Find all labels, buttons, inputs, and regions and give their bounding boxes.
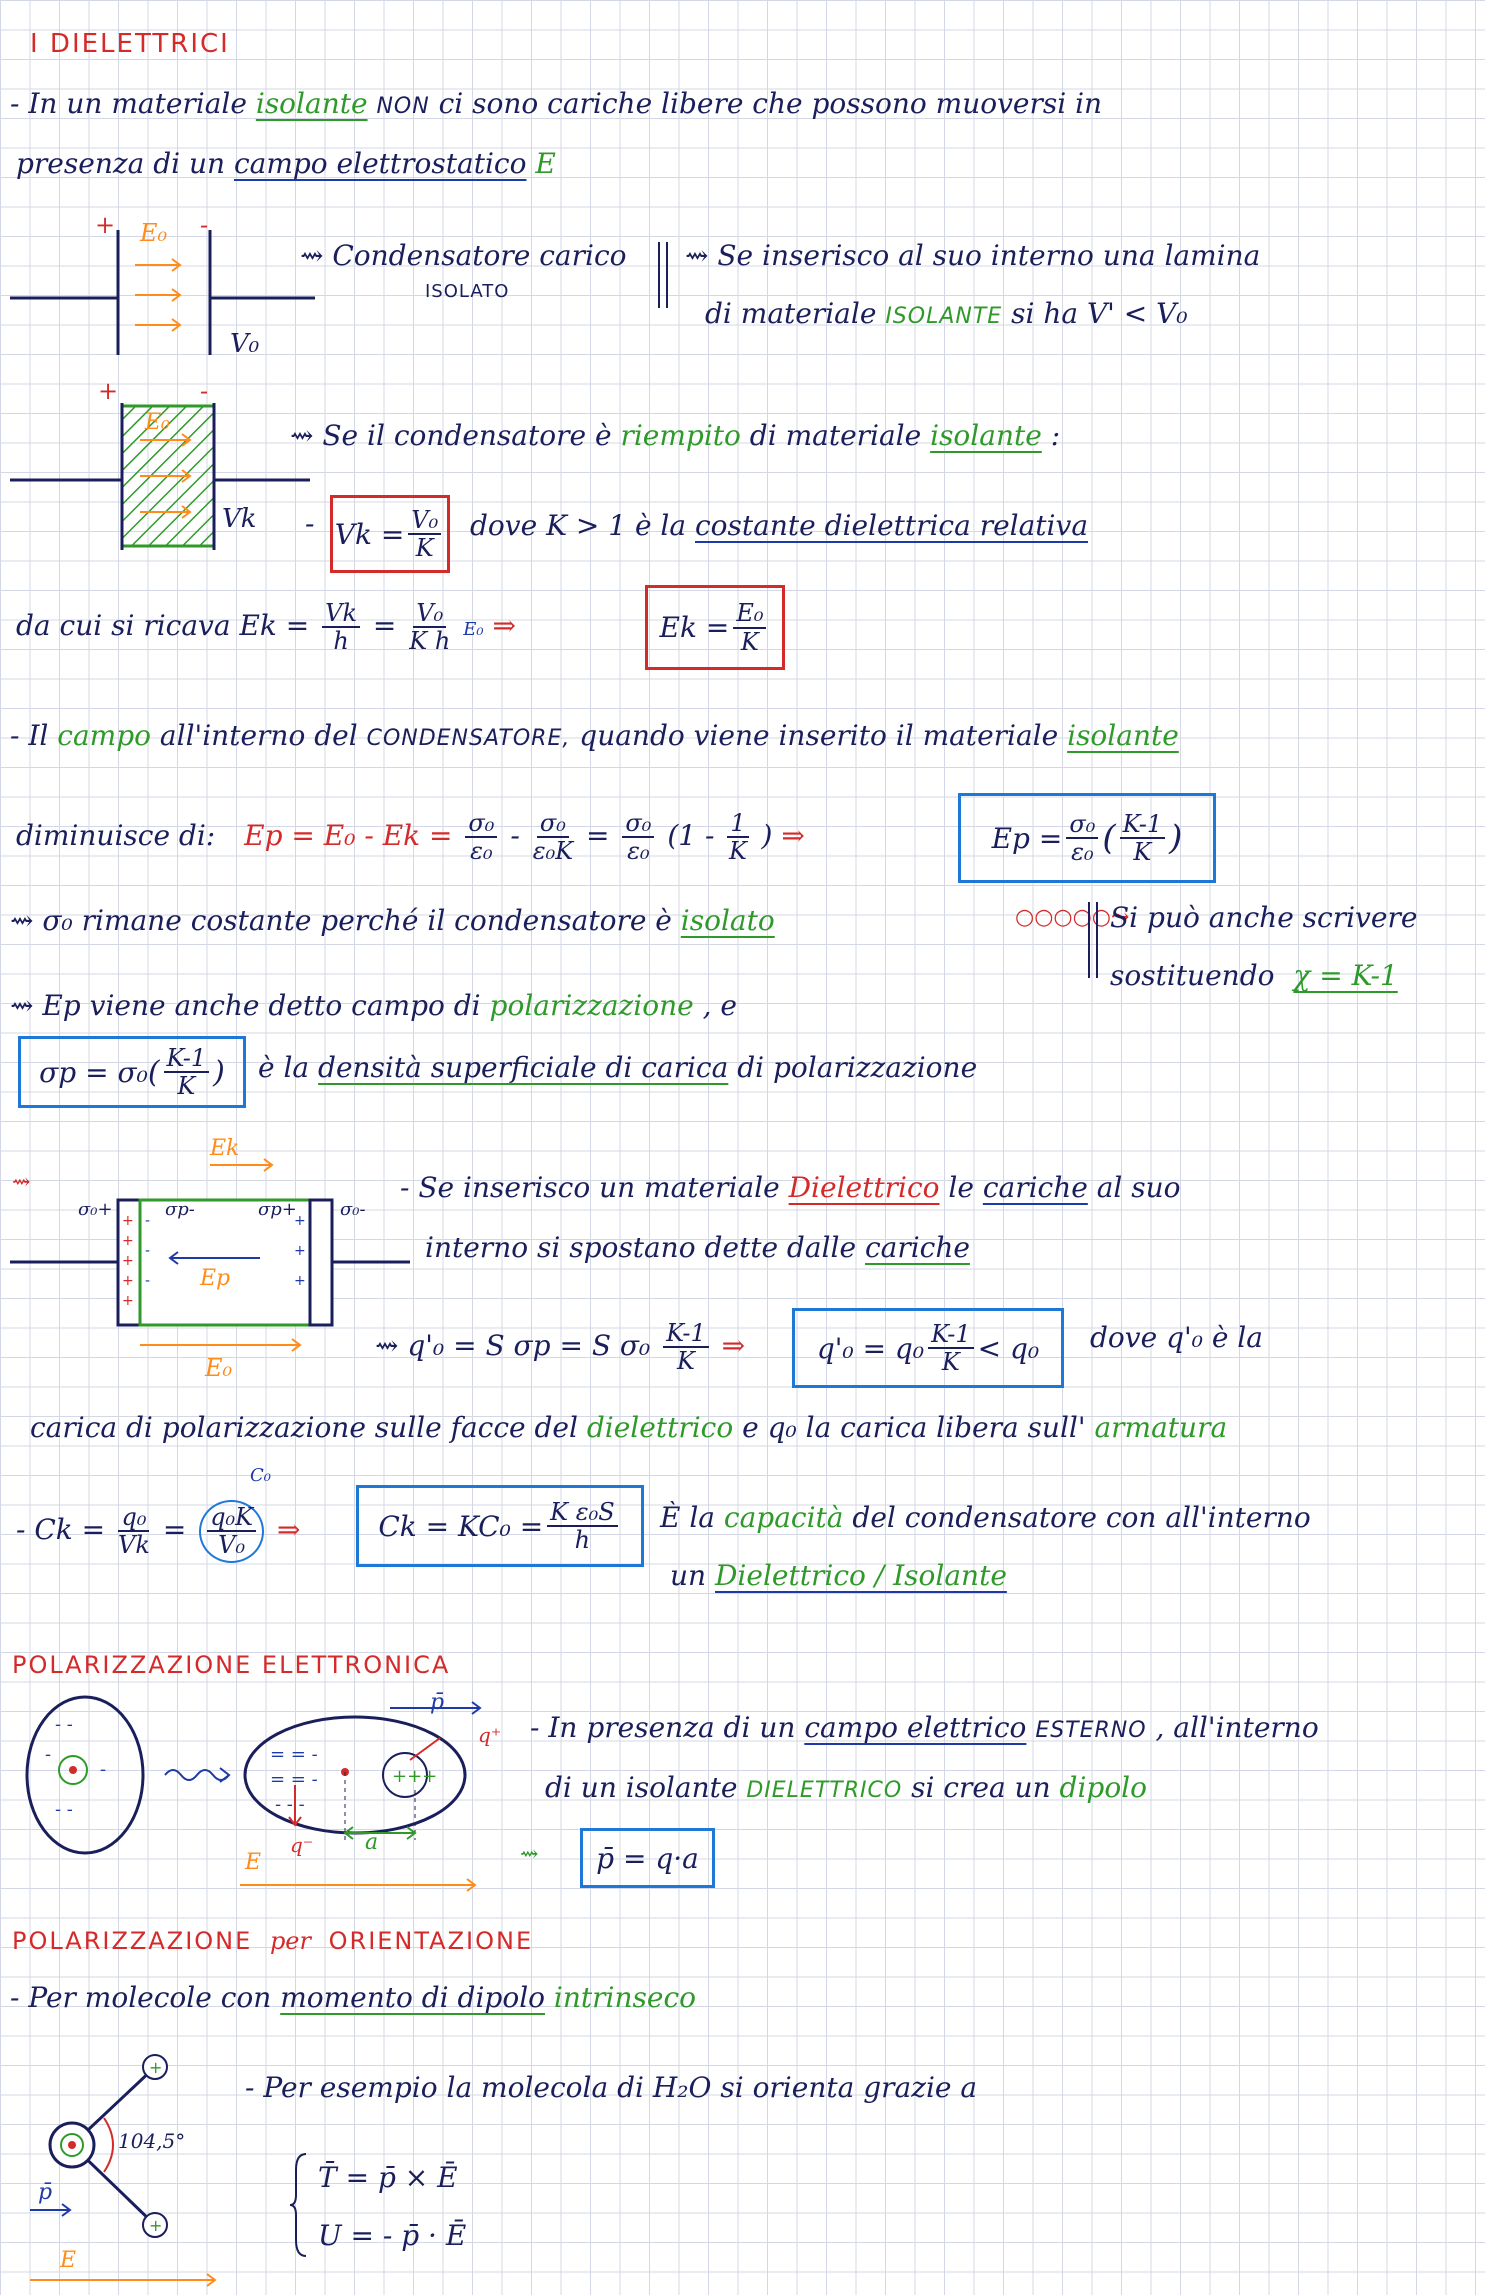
svg-text:-: - xyxy=(45,1744,52,1765)
svg-text:+: + xyxy=(122,1253,134,1269)
voltage-label-v0: V₀ xyxy=(230,329,260,359)
orientation-polarization-heading: POLARIZZAZIONE per ORIENTAZIONE xyxy=(12,1927,534,1955)
brace-icon xyxy=(290,2150,310,2260)
sigmap-plus-label: σp+ xyxy=(258,1199,297,1220)
intro-line-2: presenza di un campo elettrostatico E xyxy=(16,147,556,180)
dash-mark: - xyxy=(305,507,315,540)
energy-equation: U = - p̄ · Ē xyxy=(318,2219,467,2252)
arrow-icon: ⇝ xyxy=(12,1170,31,1195)
plus-sign: + xyxy=(95,211,116,239)
external-field-label: E xyxy=(245,1850,262,1875)
capacity-note-line-2: un Dielettrico / Isolante xyxy=(670,1559,1007,1592)
electronic-note-line-2: di un isolante DIELETTRICO si crea un dipolo xyxy=(545,1771,1147,1804)
capacity-formula-box: Ck = KC₀ = $\frac{\text{K ε₀S}}{h}$ xyxy=(356,1485,644,1567)
sigmap-minus-label: σp- xyxy=(165,1199,195,1220)
ep-label: Ep xyxy=(200,1266,231,1291)
dipole-moment-label: p̄ xyxy=(430,1690,445,1715)
plus-sign-2: + xyxy=(98,377,119,405)
svg-text:- - -: - - - xyxy=(275,1794,305,1815)
svg-text:-: - xyxy=(145,1273,151,1289)
electronic-note-line-1: - In presenza di un campo elettrico ESTERNO , all'interno xyxy=(530,1711,1319,1744)
ek-formula-box: Ek = $\frac{\text{E₀}}{K}$ xyxy=(645,585,785,670)
torque-equation: T̄ = p̄ × Ē xyxy=(318,2161,458,2194)
svg-text:- -: - - xyxy=(55,1799,73,1820)
orientation-note-line-2: - Per esempio la molecola di H₂O si orienta grazie a xyxy=(245,2071,978,2104)
arrow-icon-2: ⇝ xyxy=(520,1842,539,1867)
field-label-water: E xyxy=(60,2248,77,2273)
svg-text:-: - xyxy=(145,1243,151,1259)
bond-angle-label: 104,5° xyxy=(118,2129,186,2153)
svg-text:+: + xyxy=(149,2216,163,2235)
svg-text:+: + xyxy=(149,2058,163,2077)
polarization-field-note: ⇝ Ep viene anche detto campo di polarizzazione , e xyxy=(10,989,737,1022)
dielectric-note-line-2: interno si spostano dette dalle cariche xyxy=(425,1231,970,1264)
note-insulating-material: di materiale ISOLANTE si ha V' < V₀ xyxy=(705,297,1188,330)
note-filled-capacitor: ⇝ Se il condensatore è riempito di materiale isolante : xyxy=(290,419,1061,452)
sigma-constant-note: ⇝ σ₀ rimane costante perché il condensatore è isolato xyxy=(10,904,775,937)
intro-line-1: - In un materiale isolante NON ci sono cariche libere che possono muoversi in xyxy=(10,87,1103,120)
capacitor-diagram xyxy=(10,210,330,370)
alt-notation-line-2: sostituendo χ = K-1 xyxy=(1110,959,1398,992)
isolated-label: ISOLATO xyxy=(425,281,510,302)
svg-text:+: + xyxy=(122,1273,134,1289)
svg-text:+++: +++ xyxy=(392,1766,438,1787)
c0-annotation: C₀ xyxy=(250,1465,271,1486)
polarization-charge-note: carica di polarizzazione sulle facce del dielettrico e q₀ la carica libera sull' armatura xyxy=(30,1411,1228,1444)
electronic-polarization-diagram xyxy=(15,1690,495,1920)
curly-arrow-icon: ○○○○○⤳ xyxy=(1015,905,1130,930)
page-title: I DIELETTRICI xyxy=(30,29,230,59)
q0-prime-note: dove q'₀ è la xyxy=(1090,1321,1263,1354)
field-line-1: - Il campo all'interno del CONDENSATORE, quando viene inserito il materiale isolante xyxy=(10,719,1179,752)
q-minus-label: q⁻ xyxy=(290,1833,314,1857)
note-charged-capacitor: ⇝ Condensatore carico xyxy=(300,239,627,272)
minus-sign: - xyxy=(200,211,209,239)
ep-formula-box: Ep = $\frac{\text{σ₀}}{\text{ε₀}}$ ( $\frac{K-1}{K}$ ) xyxy=(958,793,1216,883)
derivation-ek: da cui si ricava Ek = $\frac{Vk}{h}$ = $\frac{\text{V₀}}{\text{K h}}$ E₀ ⇒ xyxy=(16,599,516,656)
orientation-note-line-1: - Per molecole con momento di dipolo intrinseco xyxy=(10,1981,697,2014)
ek-label: Ek xyxy=(210,1136,240,1161)
svg-text:+: + xyxy=(294,1243,306,1259)
q0-prime-formula-box: q'₀ = q₀ $\frac{K-1}{K}$ < q₀ xyxy=(792,1308,1064,1388)
divider-bars xyxy=(655,240,675,310)
svg-text:+: + xyxy=(122,1293,134,1309)
filled-capacitor-diagram xyxy=(10,378,310,558)
vk-formula-box: Vk = $\frac{\text{V₀}}{K}$ xyxy=(330,495,450,573)
voltage-label-vk: Vk xyxy=(222,504,257,534)
e0-label: E₀ xyxy=(205,1354,233,1382)
sigma0-minus-label: σ₀- xyxy=(340,1199,366,1220)
svg-text:-: - xyxy=(145,1213,151,1229)
svg-text:+: + xyxy=(122,1233,134,1249)
field-line-2: diminuisce di: Ep = E₀ - Ek = $\frac{\text{σ₀}}{\text{ε₀}}$ - $\frac{\text{σ₀}}{\text{ε₀K}}$ = $\frac{\text{σ₀}}{\text{ε₀}}$ (1 - $\frac{1}{K}$ ) ⇒ xyxy=(16,809,805,866)
svg-text:= = -: = = - xyxy=(270,1744,318,1765)
sigma-p-formula-box: σp = σ₀ ( $\frac{K-1}{K}$ ) xyxy=(18,1036,246,1108)
svg-text:-: - xyxy=(100,1759,107,1780)
svg-text:+: + xyxy=(122,1213,134,1229)
svg-text:+: + xyxy=(294,1213,306,1229)
divider-bars-2 xyxy=(1085,900,1105,980)
capacity-formula: - Ck = $\frac{\text{q₀}}{Vk}$ = $\frac{\text{q₀K}}{\text{V₀}}$ ⇒ xyxy=(16,1500,300,1563)
distance-label: a xyxy=(365,1830,379,1855)
electronic-polarization-heading: POLARIZZAZIONE ELETTRONICA xyxy=(12,1651,451,1679)
svg-text:= = -: = = - xyxy=(270,1769,318,1790)
q-plus-label: q⁺ xyxy=(478,1723,502,1747)
surface-density-note: è la densità superficiale di carica di polarizzazione xyxy=(258,1051,978,1084)
dipole-formula-box: p̄ = q·a xyxy=(580,1828,715,1888)
svg-text:+: + xyxy=(294,1273,306,1289)
note-insert-lamina: ⇝ Se inserisco al suo interno una lamina xyxy=(685,239,1261,272)
dipole-label-water: p̄ xyxy=(38,2180,53,2205)
svg-text:- -: - - xyxy=(55,1714,73,1735)
capacity-note-line-1: È la capacità del condensatore con all'interno xyxy=(660,1501,1311,1534)
field-label-e0-2: E₀ xyxy=(145,410,170,435)
polarization-charge-formula: ⇝ q'₀ = S σp = S σ₀ $\frac{K-1}{K}$ ⇒ xyxy=(375,1319,746,1376)
dielectric-constant-note: dove K > 1 è la costante dielettrica relativa xyxy=(470,509,1089,542)
field-label-e0: E₀ xyxy=(140,219,168,247)
sigma0-plus-label: σ₀+ xyxy=(78,1199,113,1220)
minus-sign-2: - xyxy=(200,377,209,405)
alt-notation-line-1: Si può anche scrivere xyxy=(1110,901,1418,934)
dielectric-note-line-1: - Se inserisco un materiale Dielettrico le cariche al suo xyxy=(400,1171,1181,1204)
dielectric-capacitor-diagram xyxy=(10,1140,410,1370)
